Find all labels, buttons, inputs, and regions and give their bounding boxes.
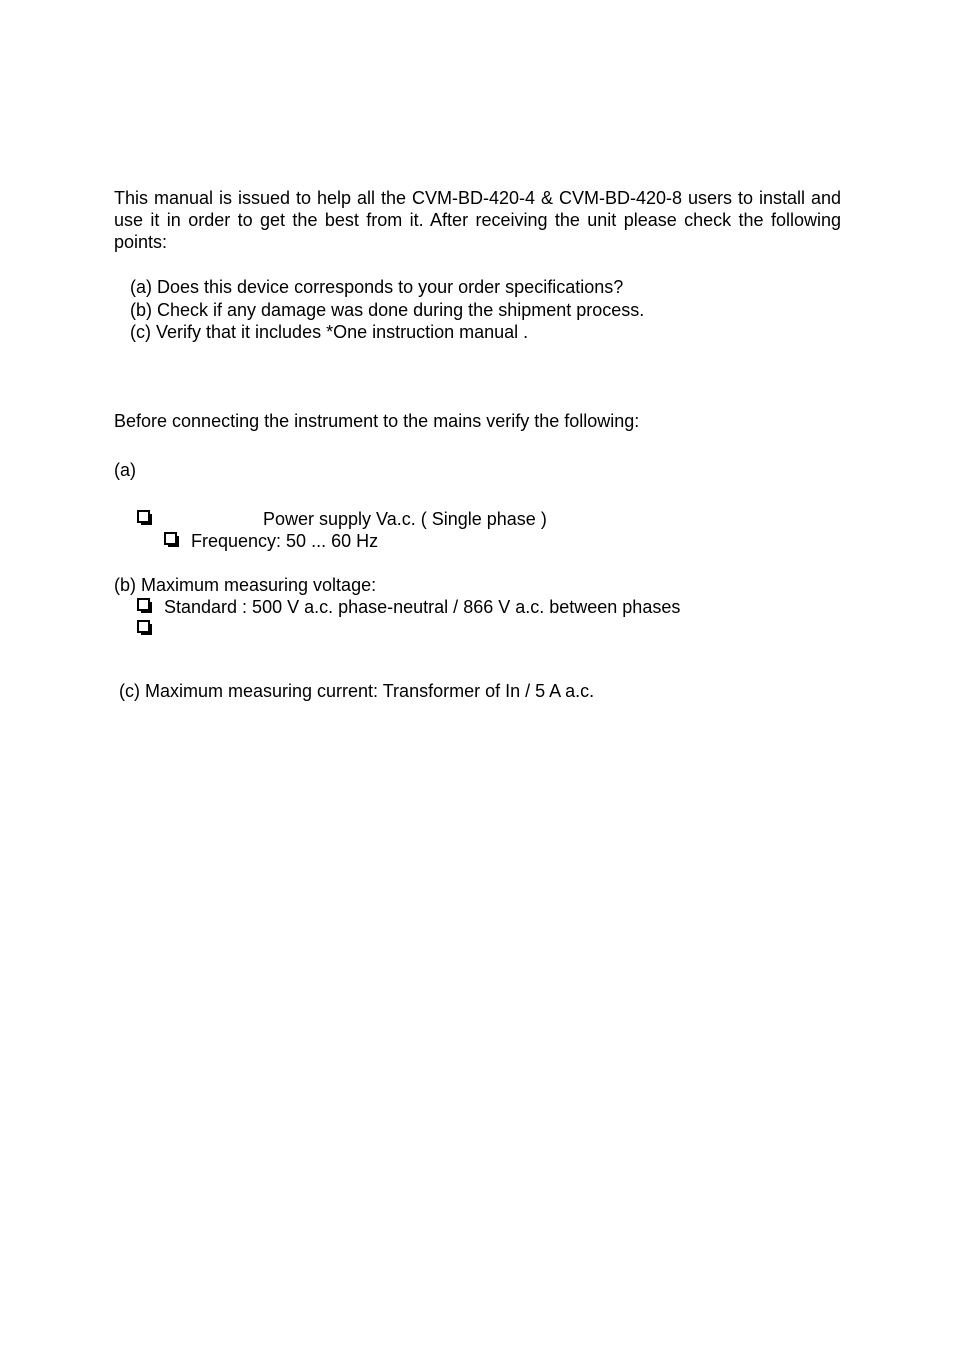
- checkbox-icon: [137, 510, 150, 523]
- item-b-label: (b) Maximum measuring voltage:: [114, 575, 377, 595]
- check-item-b: (b) Check if any damage was done during the shipment process.: [130, 300, 645, 320]
- item-a-label: (a): [114, 460, 136, 480]
- checkbox-icon: [137, 598, 150, 611]
- frequency-text: Frequency: 50 ... 60 Hz: [191, 531, 379, 551]
- power-supply-text: Power supply Va.c. ( Single phase ): [263, 509, 547, 529]
- intro-paragraph: This manual is issued to help all the CVM-BD-420-4 & CVM-BD-420-8 users to install and use it in order to get the best from it. After receiving the unit please check the following points:: [114, 188, 841, 252]
- check-item-a: (a) Does this device corresponds to your order specifications?: [130, 277, 624, 297]
- standard-voltage-text: Standard : 500 V a.c. phase-neutral / 866 V a.c. between phases: [164, 597, 681, 617]
- before-connecting-text: Before connecting the instrument to the mains verify the following:: [114, 411, 640, 431]
- check-item-c: (c) Verify that it includes *One instruction manual .: [130, 322, 529, 342]
- checkbox-icon: [137, 620, 150, 633]
- item-c-text: (c) Maximum measuring current: Transformer of In / 5 A a.c.: [119, 681, 595, 701]
- checkbox-icon: [164, 532, 177, 545]
